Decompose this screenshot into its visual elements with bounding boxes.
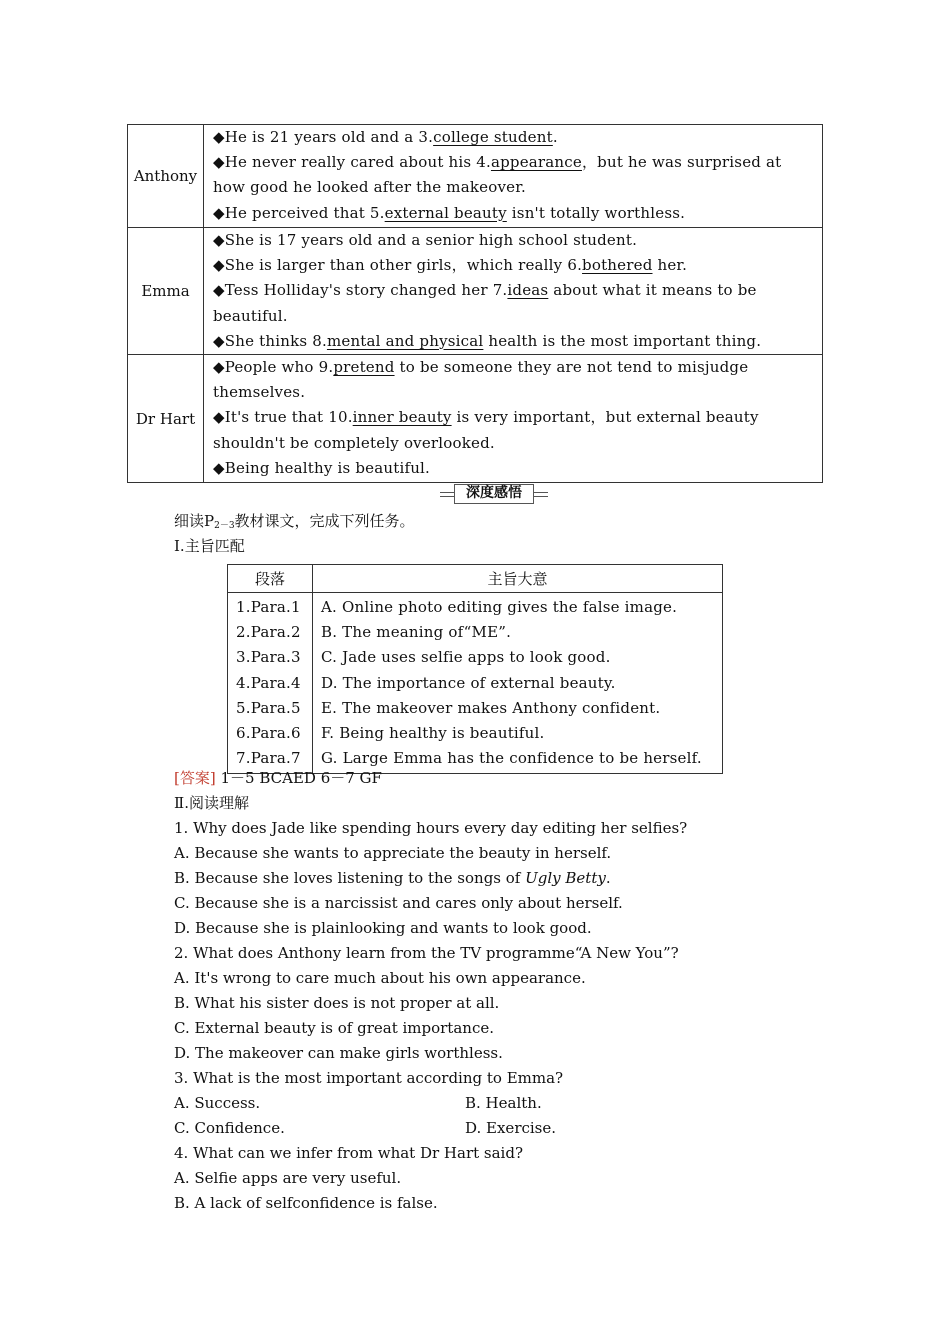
- name-cell: Anthony: [128, 125, 204, 228]
- answer-blank: bothered: [582, 256, 653, 275]
- answer-blank: pretend: [333, 358, 395, 377]
- content-cell: ◆He is 21 years old and a 3.college student. ◆He never really cared about his 4.appearance，but he was surprised at how good he looked after the makeover. ◆He perceived that 5.external beauty isn't totally worthless.: [204, 125, 823, 228]
- option: C. Because she is a narcissist and cares only about herself.: [174, 894, 623, 912]
- table-header: [228, 565, 723, 593]
- intro-text: 细读$P_{2-3}$教材课文，完成下列任务。: [174, 512, 415, 531]
- option: D. The makeover can make girls worthless.: [174, 1044, 503, 1062]
- option: A. Selfie apps are very useful.: [174, 1169, 402, 1187]
- answer-blank: college student: [433, 128, 553, 146]
- para-list: 1.Para.1 2.Para.2 3.Para.3 4.Para.4 5.Para.5 6.Para.6 7.Para.7: [228, 593, 313, 774]
- option: A. Because she wants to appreciate the beauty in herself.: [174, 844, 612, 862]
- question-1: 1. Why does Jade like spending hours every day editing her selfies?: [174, 819, 688, 837]
- section-title: 深度感悟: [454, 484, 534, 504]
- table-row: [128, 125, 823, 228]
- question-4: 4. What can we infer from what Dr Hart said?: [174, 1144, 523, 1162]
- section-banner: [440, 484, 548, 502]
- option: B. A lack of selfconfidence is false.: [174, 1194, 438, 1212]
- part2-title: Ⅱ.阅读理解: [174, 794, 249, 812]
- header-cell: 段落: [228, 565, 313, 593]
- option: D. Exercise.: [465, 1119, 557, 1137]
- content-cell: ◆People who 9.pretend to be someone they are not tend to misjudge themselves. ◆It's true that 10.inner beauty is very important，but external beauty shouldn't be completely overlooked. ◆Being healthy is beautiful.: [204, 355, 823, 483]
- table-row: [128, 355, 823, 483]
- answer-line: [答案] 1－5 BCAED 6－7 GF: [174, 769, 382, 787]
- answer-blank: appearance: [490, 153, 582, 172]
- option: C. External beauty is of great importance.: [174, 1019, 494, 1037]
- option: A. It's wrong to care much about his own appearance.: [174, 969, 586, 987]
- header-cell: 主旨大意: [313, 565, 723, 593]
- name-cell: Dr Hart: [128, 355, 204, 483]
- table-row: [228, 593, 723, 774]
- answer-blank: external beauty: [384, 203, 507, 222]
- option: B. What his sister does is not proper at all.: [174, 994, 500, 1012]
- option: B. Health.: [465, 1094, 542, 1112]
- table-row: [128, 228, 823, 355]
- main-idea-table: [227, 564, 723, 774]
- option: D. Because she is plainlooking and wants to look good.: [174, 919, 592, 937]
- option: C. Confidence.: [174, 1119, 285, 1137]
- idea-list: A. Online photo editing gives the false image. B. The meaning of“ME”. C. Jade uses selfie apps to look good. D. The importance of external beauty. E. The makeover makes Anthony confident. F. Being healthy is beautiful. G. Large Emma has the confidence to be herself.: [313, 593, 723, 774]
- content-cell: ◆She is 17 years old and a senior high school student. ◆She is larger than other girls，which really 6.bothered her. ◆Tess Holliday's story changed her 7.ideas about what it means to be beautiful. ◆She thinks 8.mental and physical health is the most important thing.: [204, 228, 823, 355]
- name-cell: Emma: [128, 228, 204, 355]
- answer-blank: inner beauty: [352, 408, 452, 427]
- question-3: 3. What is the most important according to Emma?: [174, 1069, 564, 1087]
- option: B. Because she loves listening to the songs of Ugly Betty.: [174, 869, 611, 887]
- answer-label: [答案]: [174, 769, 216, 787]
- question-2: 2. What does Anthony learn from the TV programme“A New You”?: [174, 944, 679, 962]
- character-summary-table: [127, 124, 823, 483]
- option: A. Success.: [174, 1094, 261, 1112]
- answer-blank: ideas: [507, 281, 549, 300]
- part1-title: Ⅰ.主旨匹配: [174, 537, 245, 555]
- answer-blank: mental and physical: [326, 331, 484, 350]
